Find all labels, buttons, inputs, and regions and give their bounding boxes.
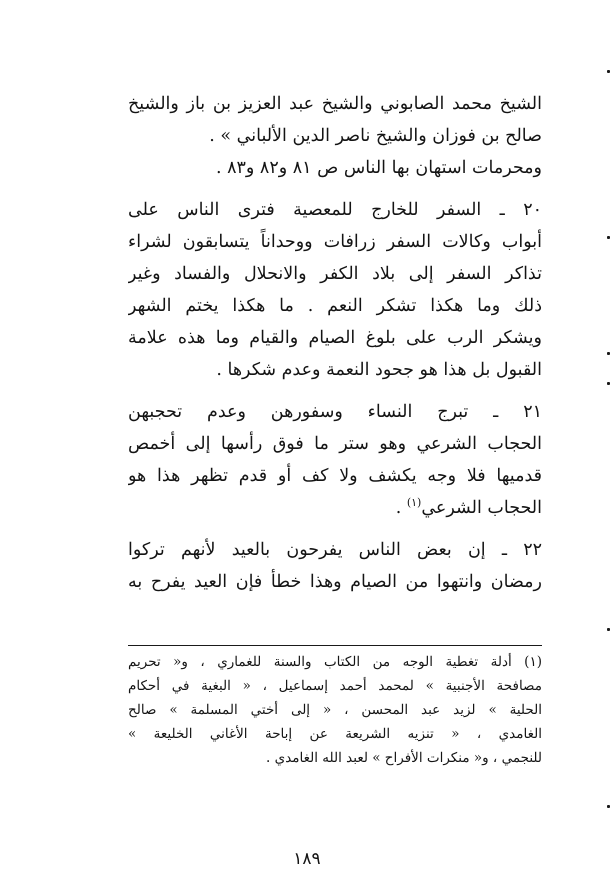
footnote-line: الغامدي ، « تنزيه الشريعة عن إباحة الأغاني الخليعة » [128, 726, 542, 742]
paragraph-item-22 [128, 534, 542, 598]
paragraph-continuation [128, 88, 542, 184]
scan-edge-mark [607, 236, 610, 239]
text-line: ٢٠ ـ السفر للخارج للمعصية فترى الناس على [128, 200, 542, 220]
footnotes [128, 650, 542, 770]
footnote-line: (١) أدلة تغطية الوجه من الكتاب والسنة للغماري ، و« تحريم [128, 654, 542, 670]
footnote-separator [128, 645, 542, 646]
paragraph-item-21 [128, 396, 542, 524]
text-line: ويشكر الرب على بلوغ الصيام والقيام وما هذه علامة [128, 328, 542, 348]
text-line: القبول بل هذا هو جحود النعمة وعدم شكرها . [216, 360, 542, 380]
text-line: الحجاب الشرعي وهو ستر ما فوق رأسها إلى أخمص [128, 434, 542, 454]
text-line: ومحرمات استهان بها الناس ص ٨١ و٨٢ و٨٣ . [215, 158, 542, 178]
footnote-line: مصافحة الأجنبية » لمحمد أحمد إسماعيل ، « البغية في أحكام [128, 678, 542, 694]
text-fragment: . [395, 498, 407, 518]
scan-edge-mark [607, 352, 610, 355]
text-line: قدميها فلا وجه يكشف ولا كف أو قدم تظهر هذا هو [128, 466, 542, 486]
text-line: ٢١ ـ تبرج النساء وسفورهن وعدم تحجبهن [128, 402, 542, 422]
scan-edge-mark [607, 805, 610, 808]
text-line: أبواب وكالات السفر زرافات ووحداناً يتسابقون لشراء [128, 232, 542, 252]
paragraph-item-20 [128, 194, 542, 386]
page-number: ١٨٩ [293, 849, 321, 869]
text-line: تذاكر السفر إلى بلاد الكفر والانحلال والفساد وغير [128, 264, 542, 284]
text-line: صالح بن فوزان والشيخ ناصر الدين الألباني » . [209, 126, 542, 146]
main-text [128, 88, 542, 608]
text-line: ذلك وما هكذا تشكر النعم . ما هكذا يختم الشهر [128, 296, 542, 316]
text-line [128, 492, 542, 524]
scan-edge-mark [607, 628, 610, 631]
footnote-line: الحلية » لزيد عبد المحسن ، « إلى أختي المسلمة » صالح [128, 702, 542, 718]
text-fragment: الحجاب الشرعي [421, 498, 542, 518]
text-line: رمضان وانتهوا من الصيام وهذا خطأ فإن العيد يفرح به [128, 572, 542, 592]
scan-edge-mark [607, 382, 610, 385]
footnote-line: للنجمي ، و« منكرات الأفراح » لعبد الله الغامدي . [266, 750, 542, 766]
scan-edge-mark [607, 70, 610, 73]
text-line: الشيخ محمد الصابوني والشيخ عبد العزيز بن باز والشيخ [128, 94, 542, 114]
footnote-reference: (١) [406, 496, 422, 510]
text-line: ٢٢ ـ إن بعض الناس يفرحون بالعيد لأنهم تركوا [128, 540, 542, 560]
